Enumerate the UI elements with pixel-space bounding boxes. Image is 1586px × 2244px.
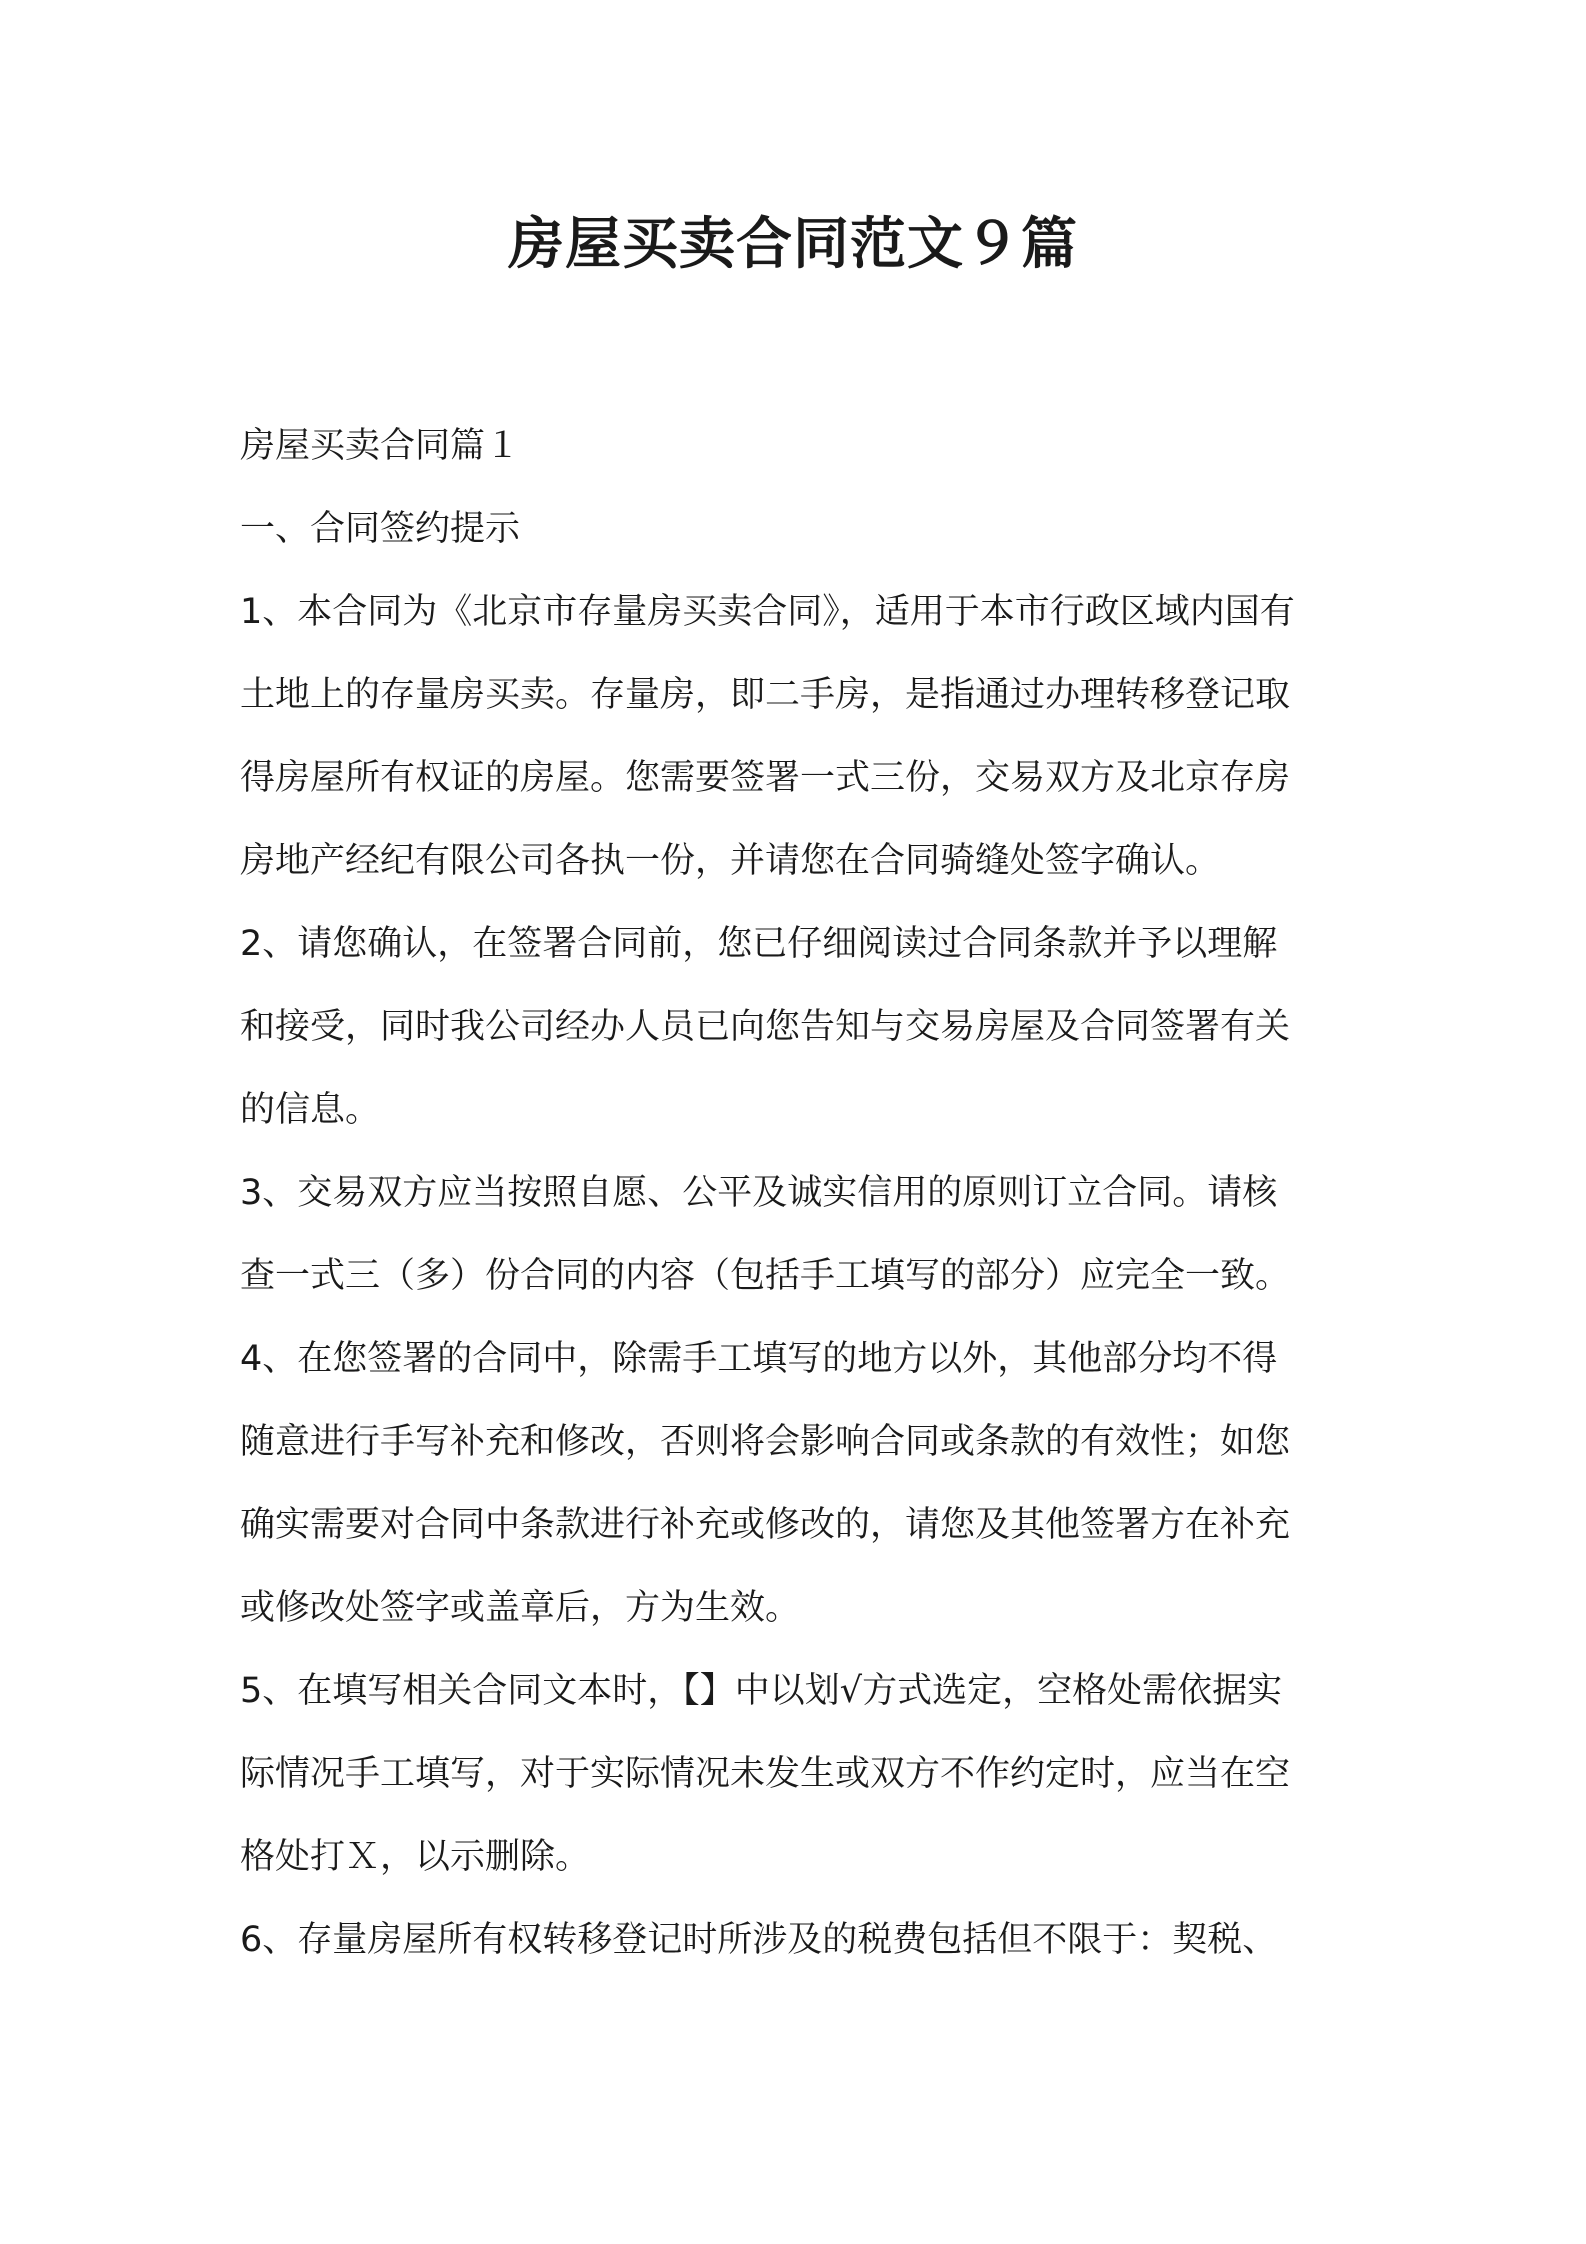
body-line: 3、交易双方应当按照自愿、公平及诚实信用的原则订立合同。请核 — [240, 1173, 1278, 1213]
section-heading: 房屋买卖合同篇１ — [240, 426, 521, 466]
body-line: 查一式三（多）份合同的内容（包括手工填写的部分）应完全一致。 — [240, 1256, 1291, 1296]
body-line: 2、请您确认，在签署合同前，您已仔细阅读过合同条款并予以理解 — [240, 924, 1278, 964]
body-line: 房地产经纪有限公司各执一份，并请您在合同骑缝处签字确认。 — [240, 841, 1221, 881]
body-line: 和接受，同时我公司经办人员已向您告知与交易房屋及合同签署有关 — [240, 1007, 1291, 1047]
body-line: 格处打Ｘ，以示删除。 — [240, 1837, 591, 1877]
body-line: 1、本合同为《北京市存量房买卖合同》，适用于本市行政区域内国有 — [240, 592, 1295, 632]
body-line: 土地上的存量房买卖。存量房，即二手房，是指通过办理转移登记取 — [240, 675, 1291, 715]
body-line: 6、存量房屋所有权转移登记时所涉及的税费包括但不限于：契税、 — [240, 1920, 1278, 1960]
body-line: 得房屋所有权证的房屋。您需要签署一式三份，交易双方及北京存房 — [240, 758, 1291, 798]
document-body — [240, 405, 1352, 1982]
body-line: 随意进行手写补充和修改，否则将会影响合同或条款的有效性；如您 — [240, 1422, 1291, 1462]
body-line: 或修改处签字或盖章后，方为生效。 — [240, 1588, 801, 1628]
body-line: 确实需要对合同中条款进行补充或修改的，请您及其他签署方在补充 — [240, 1505, 1291, 1545]
subsection-heading: 一、合同签约提示 — [240, 509, 521, 549]
body-line: 4、在您签署的合同中，除需手工填写的地方以外，其他部分均不得 — [240, 1339, 1278, 1379]
body-line: 际情况手工填写，对于实际情况未发生或双方不作约定时，应当在空 — [240, 1754, 1291, 1794]
body-line: 5、在填写相关合同文本时，【】中以划√方式选定，空格处需依据实 — [240, 1671, 1283, 1711]
body-line: 的信息。 — [240, 1090, 381, 1130]
document-title: 房屋买卖合同范文９篇 — [508, 212, 1078, 277]
